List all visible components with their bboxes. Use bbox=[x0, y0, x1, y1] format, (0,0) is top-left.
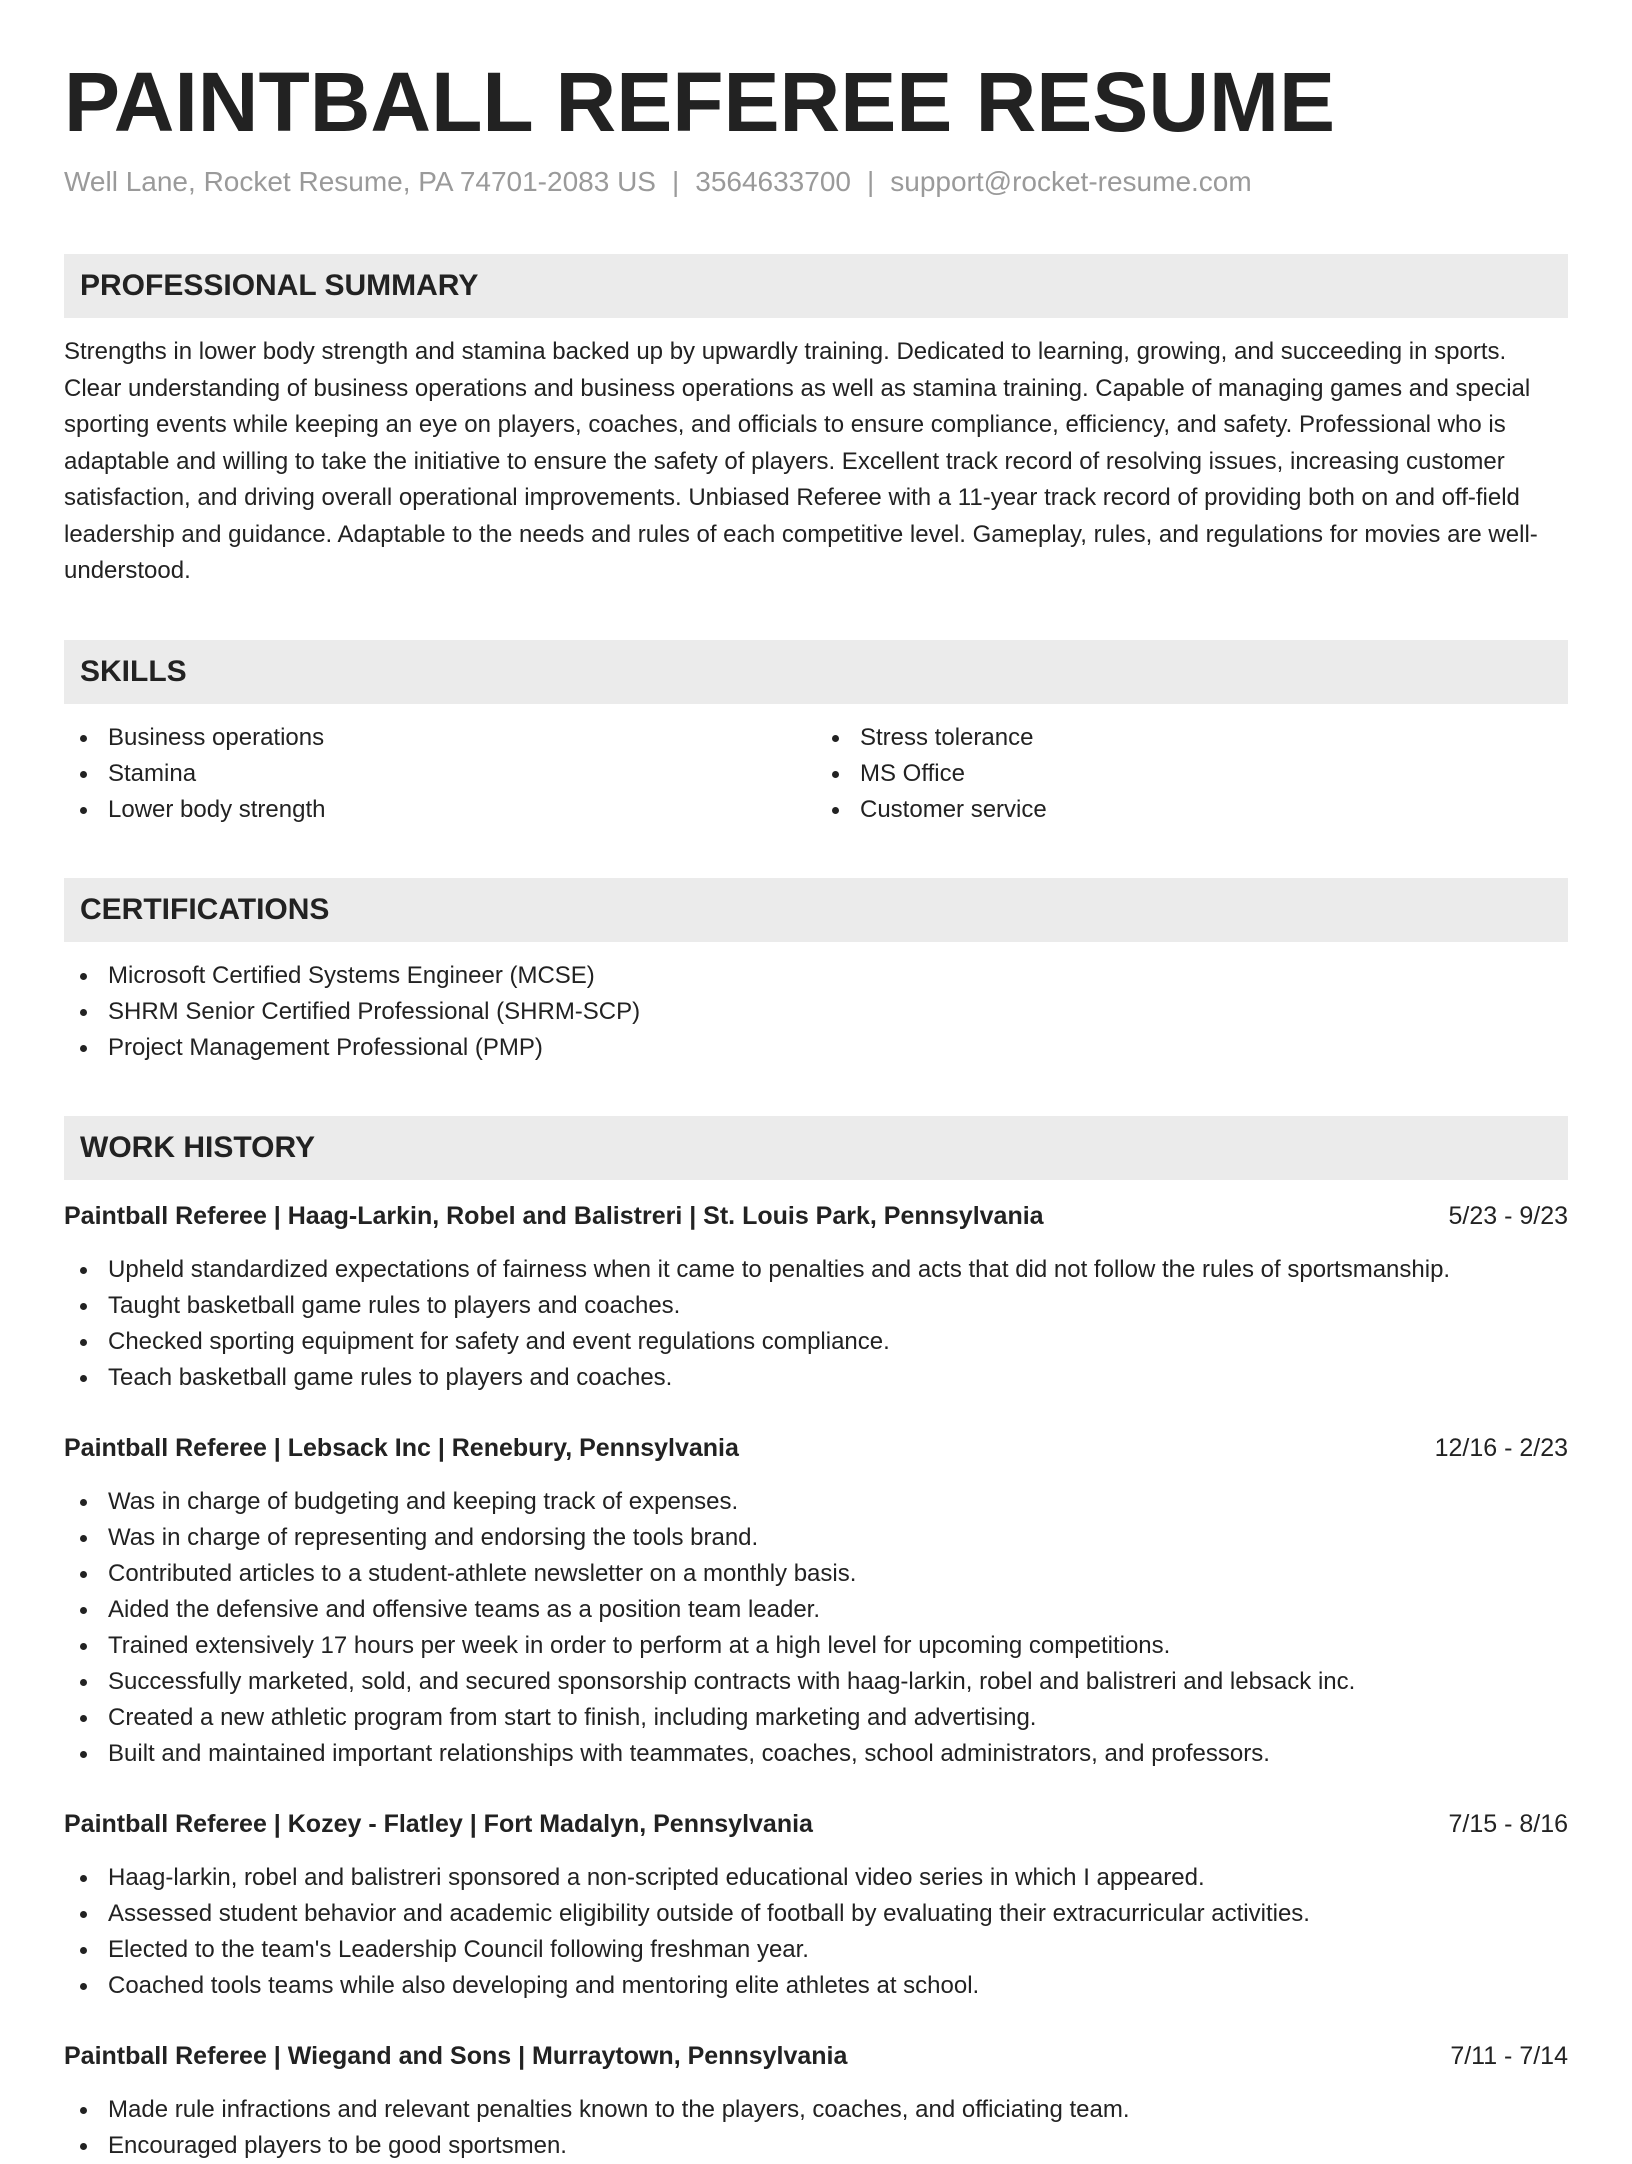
job-bullet: Coached tools teams while also developing and mentoring elite athletes at school. bbox=[64, 1968, 1568, 2004]
resume-title: PAINTBALL REFEREE RESUME bbox=[64, 55, 1335, 149]
job-bullet: Created a new athletic program from start to finish, including marketing and advertising. bbox=[64, 1700, 1568, 1736]
section-heading-skills: SKILLS bbox=[64, 640, 1568, 704]
contact-separator: | bbox=[671, 166, 680, 197]
job-bullet: Assessed student behavior and academic eligibility outside of football by evaluating their extracurricular activities. bbox=[64, 1896, 1568, 1932]
section-heading-summary: PROFESSIONAL SUMMARY bbox=[64, 254, 1568, 318]
job-bullet: Was in charge of representing and endorsing the tools brand. bbox=[64, 1520, 1568, 1556]
job-bullet: Made rule infractions and relevant penalties known to the players, coaches, and officiating team. bbox=[64, 2092, 1568, 2128]
job-bullet: Successfully marketed, sold, and secured sponsorship contracts with haag-larkin, robel and balistreri and lebsack inc. bbox=[64, 1664, 1568, 1700]
job-header bbox=[64, 1806, 1568, 1842]
skills-list-right bbox=[816, 720, 1568, 828]
certifications-list bbox=[64, 958, 1568, 1066]
section-heading-certifications: CERTIFICATIONS bbox=[64, 878, 1568, 942]
job-header bbox=[64, 1430, 1568, 1466]
job-entry bbox=[64, 1430, 1568, 1772]
job-title: Paintball Referee | Wiegand and Sons | Murraytown, Pennsylvania bbox=[64, 2041, 848, 2070]
job-entry bbox=[64, 1806, 1568, 2004]
job-bullet: Built and maintained important relationships with teammates, coaches, school administrators, and professors. bbox=[64, 1736, 1568, 1772]
job-bullet: Aided the defensive and offensive teams as a position team leader. bbox=[64, 1592, 1568, 1628]
job-entry bbox=[64, 1198, 1568, 1396]
job-bullet: Taught basketball game rules to players and coaches. bbox=[64, 1288, 1568, 1324]
job-title: Paintball Referee | Lebsack Inc | Renebury, Pennsylvania bbox=[64, 1433, 739, 1462]
job-bullet: Was in charge of budgeting and keeping track of expenses. bbox=[64, 1484, 1568, 1520]
job-bullets bbox=[64, 2092, 1568, 2164]
job-dates: 7/11 - 7/14 bbox=[1450, 2041, 1568, 2070]
skill-item: Customer service bbox=[816, 792, 1568, 828]
skill-item: Lower body strength bbox=[64, 792, 816, 828]
job-dates: 7/15 - 8/16 bbox=[1448, 1809, 1568, 1838]
job-bullet: Teach basketball game rules to players and coaches. bbox=[64, 1360, 1568, 1396]
job-bullet: Checked sporting equipment for safety and event regulations compliance. bbox=[64, 1324, 1568, 1360]
job-bullet: Haag-larkin, robel and balistreri sponsored a non-scripted educational video series in which I appeared. bbox=[64, 1860, 1568, 1896]
skill-item: Business operations bbox=[64, 720, 816, 756]
contact-phone: 3564633700 bbox=[695, 166, 851, 197]
job-bullet: Encouraged players to be good sportsmen. bbox=[64, 2128, 1568, 2164]
job-bullet: Upheld standardized expectations of fairness when it came to penalties and acts that did not follow the rules of sportsmanship. bbox=[64, 1252, 1568, 1288]
contact-line bbox=[64, 164, 1568, 200]
job-header bbox=[64, 1198, 1568, 1234]
contact-separator: | bbox=[866, 166, 875, 197]
job-dates: 5/23 - 9/23 bbox=[1448, 1201, 1568, 1230]
certification-item: Microsoft Certified Systems Engineer (MCSE) bbox=[64, 958, 1568, 994]
job-title: Paintball Referee | Kozey - Flatley | Fort Madalyn, Pennsylvania bbox=[64, 1809, 813, 1838]
certification-item: Project Management Professional (PMP) bbox=[64, 1030, 1568, 1066]
job-header bbox=[64, 2038, 1568, 2074]
job-bullets bbox=[64, 1252, 1568, 1396]
skills-grid bbox=[64, 720, 1568, 828]
job-bullet: Trained extensively 17 hours per week in order to perform at a high level for upcoming competitions. bbox=[64, 1628, 1568, 1664]
skill-item: Stress tolerance bbox=[816, 720, 1568, 756]
job-bullet: Elected to the team's Leadership Council following freshman year. bbox=[64, 1932, 1568, 1968]
skills-list-left bbox=[64, 720, 816, 828]
job-dates: 12/16 - 2/23 bbox=[1434, 1433, 1568, 1462]
skill-item: MS Office bbox=[816, 756, 1568, 792]
job-bullets bbox=[64, 1860, 1568, 2004]
job-title: Paintball Referee | Haag-Larkin, Robel and Balistreri | St. Louis Park, Pennsylvania bbox=[64, 1201, 1044, 1230]
skill-item: Stamina bbox=[64, 756, 816, 792]
job-bullets bbox=[64, 1484, 1568, 1772]
job-entry bbox=[64, 2038, 1568, 2164]
summary-text: Strengths in lower body strength and stamina backed up by upwardly training. Dedicated to learning, growing, and succeeding in sports. Clear understanding of business operations and business operations as well as stamina training. Capable of managing games and special sporting events while keeping an eye on players, coaches, and officials to ensure compliance, efficiency, and safety. Professional who is adaptable and willing to take the initiative to ensure the safety of players. Excellent track record of resolving issues, increasing customer satisfaction, and driving overall operational improvements. Unbiased Referee with a 11-year track record of providing both on and off-field leadership and guidance. Adaptable to the needs and rules of each competitive level. Gameplay, rules, and regulations for movies are well-understood. bbox=[64, 338, 1538, 584]
contact-address: Well Lane, Rocket Resume, PA 74701-2083 US bbox=[64, 166, 656, 197]
certification-item: SHRM Senior Certified Professional (SHRM-SCP) bbox=[64, 994, 1568, 1030]
job-bullet: Contributed articles to a student-athlete newsletter on a monthly basis. bbox=[64, 1556, 1568, 1592]
section-heading-work-history: WORK HISTORY bbox=[64, 1116, 1568, 1180]
contact-email: support@rocket-resume.com bbox=[890, 166, 1252, 197]
